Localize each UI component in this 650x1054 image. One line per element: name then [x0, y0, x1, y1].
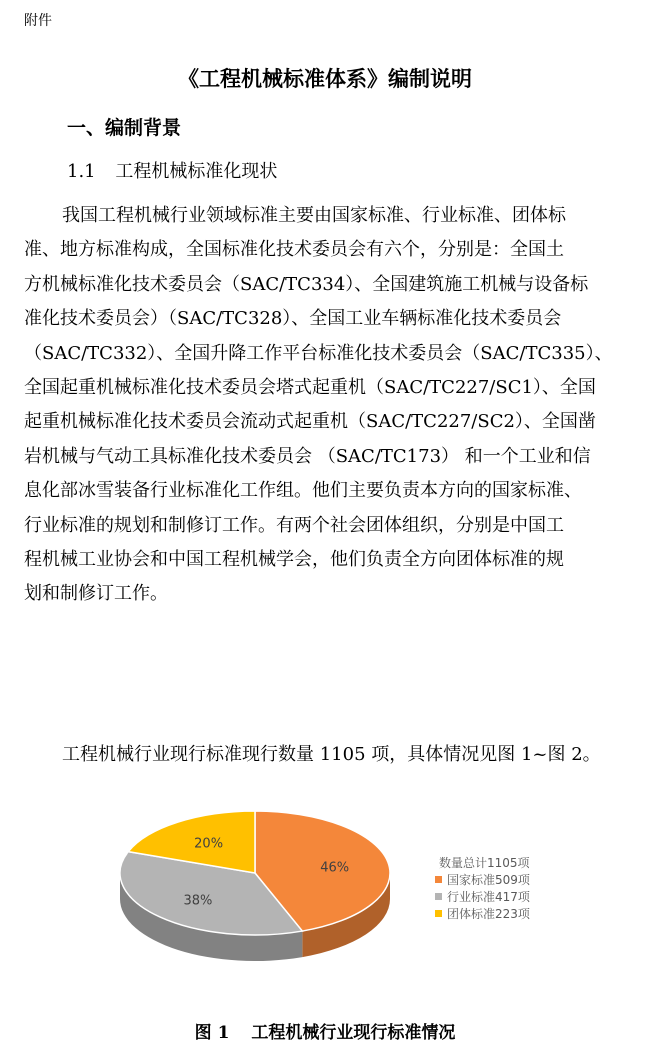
- paragraph-line: 程机械工业协会和中国工程机械学会，他们负责全方向团体标准的规: [24, 549, 564, 571]
- legend-entry: 行业标准417项: [447, 890, 530, 904]
- figure-caption: [0, 1018, 650, 1043]
- paragraph-line: 行业标准的规划和制修订工作。有两个社会团体组织，分别是中国工: [24, 514, 564, 536]
- figure-title: 工程机械行业现行标准情况: [251, 1023, 456, 1043]
- paragraph-line: 准、地方标准构成，全国标准化技术委员会有六个，分别是：全国土: [24, 239, 564, 261]
- pie-percent-label: 38%: [183, 893, 213, 909]
- document-title: 《工程机械标准体系》编制说明: [178, 66, 472, 91]
- paragraph-line: 岩机械与气动工具标准化技术委员会 （SAC/TC173） 和一个工业和信: [24, 445, 591, 467]
- paragraph-line: 我国工程机械行业领域标准主要由国家标准、行业标准、团体标: [62, 205, 566, 226]
- legend-title: 数量总计1105项: [439, 856, 530, 870]
- paragraph-line: 息化部冰雪装备行业标准化工作组。他们主要负责本方向的国家标准、: [24, 480, 582, 502]
- paragraph-line: 起重机械标准化技术委员会流动式起重机（SAC/TC227/SC2）、全国凿: [24, 411, 596, 433]
- paragraph-line: 全国起重机械标准化技术委员会塔式起重机（SAC/TC227/SC1）、全国: [24, 377, 596, 399]
- legend-swatch: [435, 893, 442, 900]
- paragraph-line: 方机械标准化技术委员会（SAC/TC334）、全国建筑施工机械与设备标: [24, 273, 589, 295]
- paragraph-count: 工程机械行业现行标准现行数量 1105 项，具体情况见图 1~图 2。: [62, 744, 601, 765]
- paragraph-line: （SAC/TC332）、全国升降工作平台标准化技术委员会（SAC/TC335）、: [24, 342, 613, 364]
- paragraph-line: 划和制修订工作。: [24, 583, 168, 605]
- subsection-number: 1.1: [67, 161, 96, 182]
- pie-percent-label: 20%: [194, 836, 224, 852]
- pie-chart: [115, 793, 555, 1003]
- legend-swatch: [435, 910, 442, 917]
- pie-percent-label: 46%: [320, 860, 350, 876]
- legend-entry: 团体标准223项: [447, 907, 530, 921]
- legend-swatch: [435, 876, 442, 883]
- paragraph-background: [24, 199, 628, 612]
- subsection-heading: [67, 157, 277, 183]
- attachment-label: 附件: [24, 13, 52, 29]
- section-heading: 一、编制背景: [67, 117, 182, 139]
- paragraph-line: 准化技术委员会）（SAC/TC328）、全国工业车辆标准化技术委员会: [24, 308, 562, 330]
- figure-label: 图 1: [194, 1023, 230, 1043]
- legend-entry: 国家标准509项: [447, 873, 530, 887]
- subsection-title: 工程机械标准化现状: [115, 161, 278, 182]
